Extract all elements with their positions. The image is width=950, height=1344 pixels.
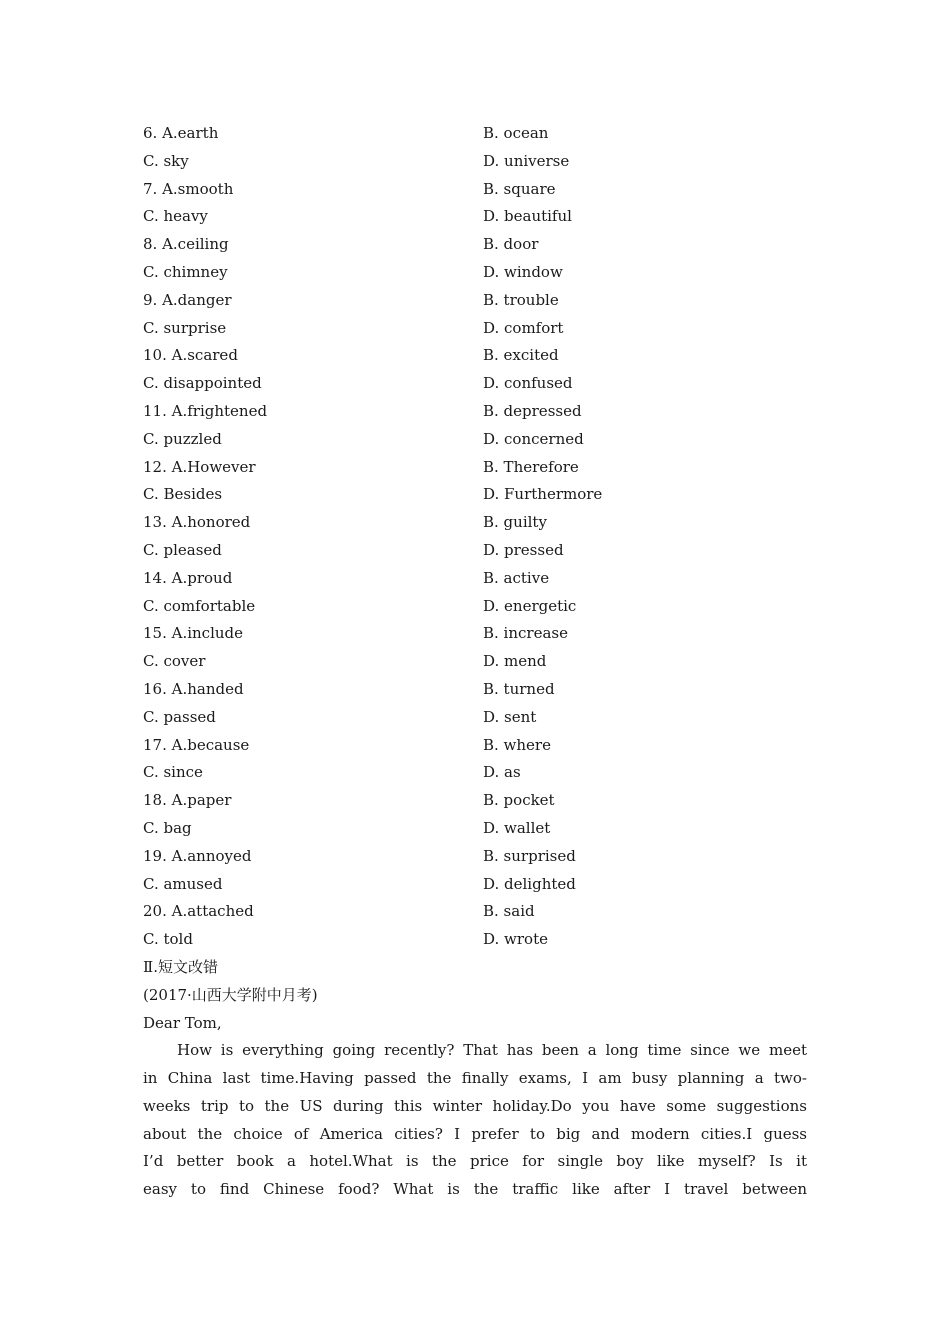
option-row <box>143 454 807 482</box>
option-right: B. Therefore <box>483 457 579 476</box>
option-row <box>143 315 807 343</box>
option-row <box>143 398 807 426</box>
option-left: C. cover <box>143 652 206 671</box>
letter-salutation: Dear Tom, <box>143 1013 222 1032</box>
option-left: C. sky <box>143 151 189 170</box>
option-row <box>143 676 807 704</box>
options-list <box>143 120 807 954</box>
letter-line: in China last time.Having passed the finally exams, I am busy planning a two- <box>143 1069 807 1088</box>
option-left: 14. A.proud <box>143 568 233 587</box>
option-right: B. pocket <box>483 791 555 810</box>
option-right: B. square <box>483 179 556 198</box>
option-left: C. since <box>143 763 203 782</box>
option-row <box>143 426 807 454</box>
option-right: D. Furthermore <box>483 485 603 504</box>
option-row <box>143 620 807 648</box>
letter-line: How is everything going recently? That has been a long time since we meet <box>177 1041 807 1060</box>
option-row <box>143 787 807 815</box>
option-left: C. puzzled <box>143 429 222 448</box>
option-row <box>143 231 807 259</box>
option-right: B. where <box>483 735 551 754</box>
option-left: C. surprise <box>143 318 227 337</box>
option-left: C. bag <box>143 818 192 837</box>
option-row <box>143 370 807 398</box>
option-left: 8. A.ceiling <box>143 235 229 254</box>
option-left: 17. A.because <box>143 735 250 754</box>
option-left: C. told <box>143 930 193 949</box>
option-left: 13. A.honored <box>143 513 251 532</box>
letter-line: I’d better book a hotel.What is the price for single boy like myself? Is it <box>143 1152 807 1171</box>
option-right: D. concerned <box>483 429 584 448</box>
letter-line: about the choice of America cities? I prefer to big and modern cities.I guess <box>143 1124 807 1143</box>
option-row <box>143 565 807 593</box>
option-right: D. mend <box>483 652 547 671</box>
option-row <box>143 648 807 676</box>
letter-line: weeks trip to the US during this winter holiday.Do you have some suggestions <box>143 1096 807 1115</box>
option-right: B. excited <box>483 346 559 365</box>
letter-body <box>143 1037 807 1204</box>
option-row <box>143 593 807 621</box>
option-left: 12. A.However <box>143 457 256 476</box>
option-left: 7. A.smooth <box>143 179 234 198</box>
option-right: D. universe <box>483 151 570 170</box>
option-left: C. passed <box>143 707 216 726</box>
option-right: D. pressed <box>483 540 564 559</box>
option-row <box>143 259 807 287</box>
option-row <box>143 509 807 537</box>
option-right: B. depressed <box>483 401 582 420</box>
option-row <box>143 537 807 565</box>
option-right: D. energetic <box>483 596 577 615</box>
option-right: B. guilty <box>483 513 547 532</box>
option-right: D. wrote <box>483 930 548 949</box>
section-source: (2017·山西大学附中月考) <box>143 985 318 1004</box>
option-left: C. pleased <box>143 540 222 559</box>
option-right: D. confused <box>483 374 573 393</box>
option-left: C. chimney <box>143 262 228 281</box>
option-row <box>143 926 807 954</box>
option-left: 16. A.handed <box>143 679 244 698</box>
option-left: 19. A.annoyed <box>143 846 252 865</box>
option-right: B. trouble <box>483 290 559 309</box>
option-right: D. delighted <box>483 874 576 893</box>
option-right: D. sent <box>483 707 537 726</box>
option-row <box>143 176 807 204</box>
option-right: B. turned <box>483 679 555 698</box>
option-row <box>143 759 807 787</box>
section-heading: Ⅱ.短文改错 <box>143 957 218 976</box>
option-row <box>143 898 807 926</box>
option-left: 20. A.attached <box>143 902 254 921</box>
option-row <box>143 871 807 899</box>
option-right: D. beautiful <box>483 207 572 226</box>
option-right: B. increase <box>483 624 568 643</box>
option-right: B. said <box>483 902 535 921</box>
option-left: 6. A.earth <box>143 124 219 142</box>
option-row <box>143 843 807 871</box>
option-right: B. ocean <box>483 124 549 142</box>
option-left: C. disappointed <box>143 374 262 393</box>
option-row <box>143 148 807 176</box>
option-row <box>143 203 807 231</box>
option-row <box>143 732 807 760</box>
option-right: B. surprised <box>483 846 576 865</box>
option-row <box>143 704 807 732</box>
option-left: C. Besides <box>143 485 223 504</box>
option-left: 9. A.danger <box>143 290 232 309</box>
option-right: D. wallet <box>483 818 551 837</box>
option-right: D. as <box>483 763 521 782</box>
option-right: D. window <box>483 262 563 281</box>
option-left: 15. A.include <box>143 624 244 643</box>
option-row <box>143 287 807 315</box>
option-left: C. amused <box>143 874 223 893</box>
option-right: B. active <box>483 568 550 587</box>
option-right: B. door <box>483 235 539 254</box>
option-row <box>143 481 807 509</box>
option-row <box>143 342 807 370</box>
option-row <box>143 815 807 843</box>
option-left: 18. A.paper <box>143 791 232 810</box>
option-row <box>143 120 807 148</box>
option-left: C. comfortable <box>143 596 256 615</box>
letter-line: easy to find Chinese food? What is the traffic like after I travel between <box>143 1180 807 1199</box>
document-page <box>143 120 807 1204</box>
option-left: 10. A.scared <box>143 346 238 365</box>
option-left: 11. A.frightened <box>143 401 268 420</box>
option-right: D. comfort <box>483 318 564 337</box>
option-left: C. heavy <box>143 207 208 226</box>
